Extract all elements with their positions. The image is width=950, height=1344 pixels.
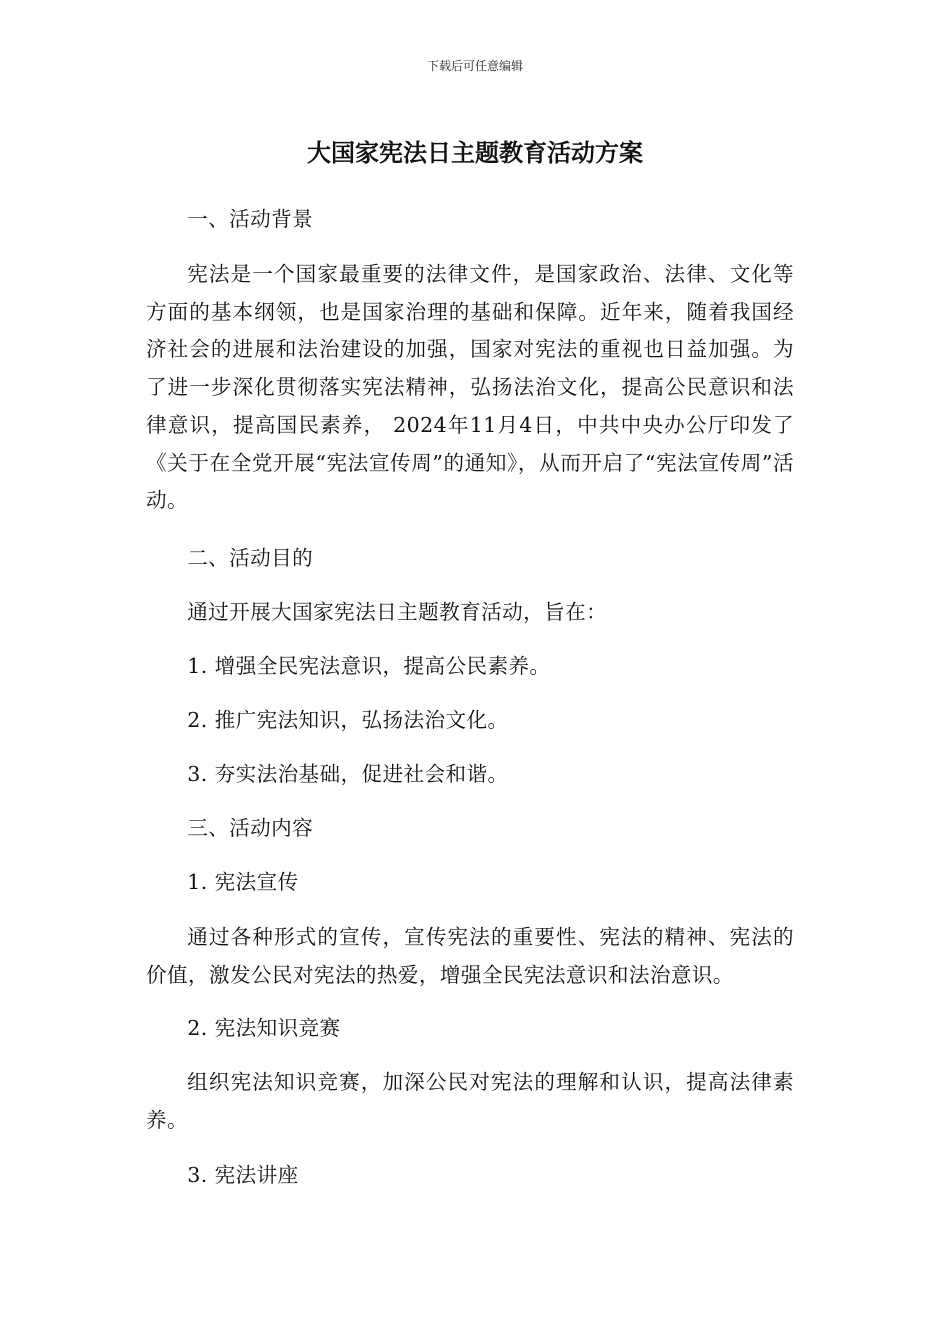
purpose-item-3: 3. 夯实法治基础，促进社会和谐。	[187, 762, 509, 786]
content-item-1-heading: 1. 宪法宣传	[187, 870, 299, 894]
background-paragraph: 宪法是一个国家最重要的法律文件，是国家政治、法律、文化等方面的基本纲领，也是国家治理的基础和保障。近年来，随着我国经济社会的进展和法治建设的加强，国家对宪法的重视也日益加强。为了进一步深化贯彻落实宪法精神，弘扬法治文化，提高公民意识和法律意识，提高国民素养， 2024年11月4日，中共中央办公厅印发了《关于在全党开展“宪法宣传周”的通知》，从而开启了“宪法宣传周”活动。	[146, 262, 794, 513]
content-item-2-text: 组织宪法知识竞赛，加深公民对宪法的理解和认识，提高法律素养。	[146, 1070, 794, 1132]
document-title: 大国家宪法日主题教育活动方案	[307, 139, 643, 167]
section-heading-background: 一、活动背景	[187, 207, 314, 231]
section-heading-purpose: 二、活动目的	[187, 546, 314, 570]
purpose-intro: 通过开展大国家宪法日主题教育活动，旨在：	[187, 600, 608, 624]
section-heading-content: 三、活动内容	[187, 816, 314, 840]
header-note: 下载后可任意编辑	[426, 59, 523, 73]
content-item-3-heading: 3. 宪法讲座	[187, 1163, 299, 1187]
content-item-1-text: 通过各种形式的宣传，宣传宪法的重要性、宪法的精神、宪法的价值，激发公民对宪法的热爱，增强全民宪法意识和法治意识。	[146, 925, 794, 987]
purpose-item-2: 2. 推广宪法知识，弘扬法治文化。	[187, 708, 509, 732]
content-item-2-heading: 2. 宪法知识竞赛	[187, 1016, 341, 1040]
purpose-item-1: 1. 增强全民宪法意识，提高公民素养。	[187, 654, 551, 678]
